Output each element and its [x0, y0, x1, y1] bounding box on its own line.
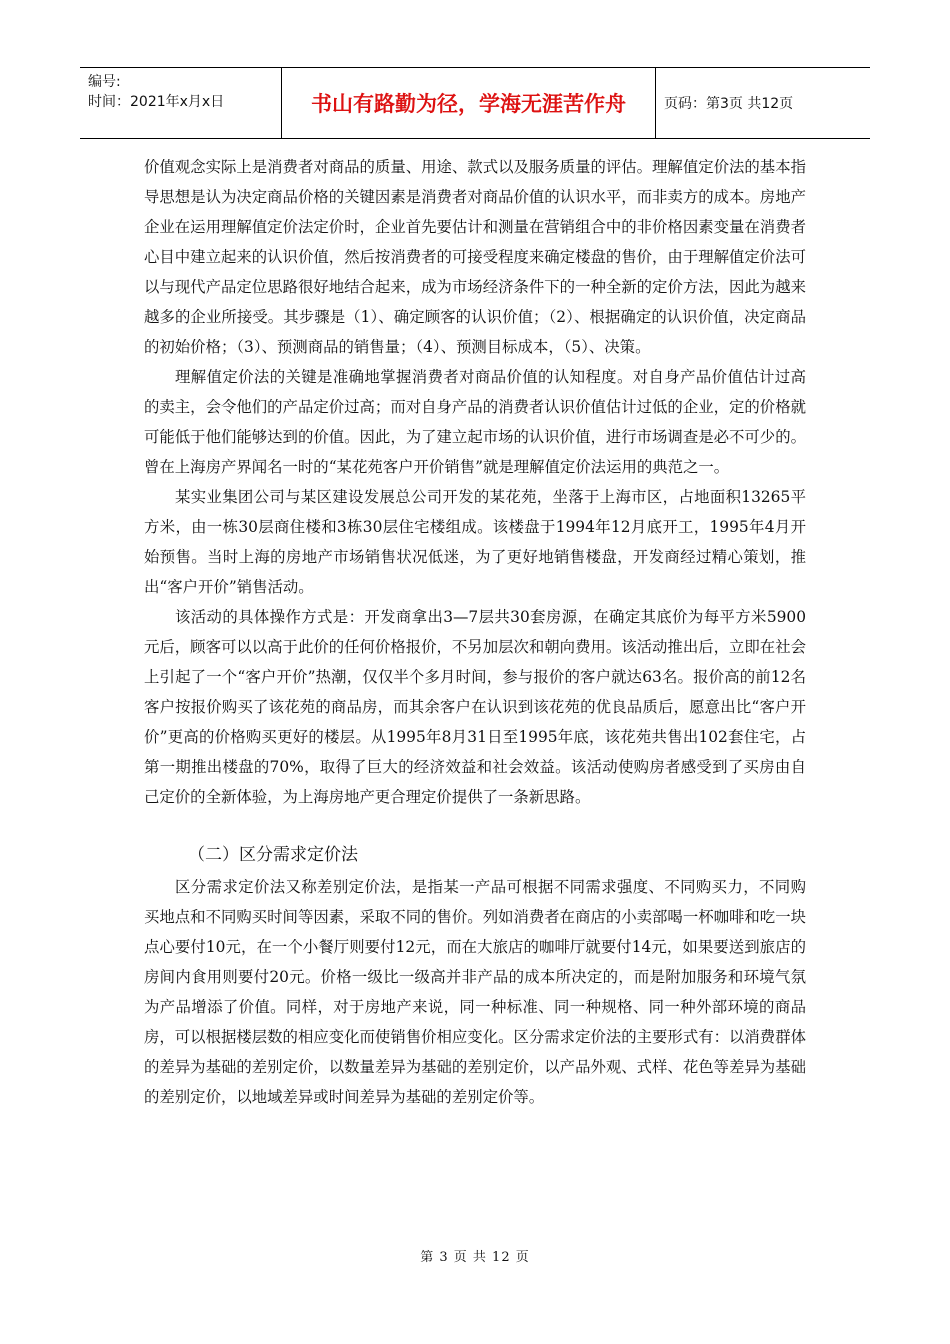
page-header — [80, 67, 870, 139]
header-info-cell — [80, 68, 282, 138]
paragraph-1: 价值观念实际上是消费者对商品的质量、用途、款式以及服务质量的评估。理解值定价法的基本指导思想是认为决定商品价格的关键因素是消费者对商品价值的认识水平，而非卖方的成本。房地产企业在运用理解值定价法定价时，企业首先要估计和测量在营销组合中的非价格因素变量在消费者心目中建立起来的认识价值，然后按消费者的可接受程度来确定楼盘的售价，由于理解值定价法可以与现代产品定位思路很好地结合起来，成为市场经济条件下的一种全新的定价方法，因此为越来越多的企业所接受。其步骤是（1）、确定顾客的认识价值；（2）、根据确定的认识价值，决定商品的初始价格；（3）、预测商品的销售量；（4）、预测目标成本，（5）、决策。 — [144, 158, 806, 356]
header-page-code: 页码：第3页 共12页 — [664, 96, 794, 112]
time-label: 时间：2021年x月x日 — [88, 94, 225, 110]
paragraph-2: 理解值定价法的关键是准确地掌握消费者对商品价值的认知程度。对自身产品价值估计过高的卖主，会令他们的产品定价过高；而对自身产品的消费者认识价值估计过低的企业，定的价格就可能低于他们能够达到的价值。因此，为了建立起市场的认识价值，进行市场调查是必不可少的。曾在上海房产界闻名一时的“某花苑客户开价销售”就是理解值定价法运用的典范之一。 — [144, 368, 806, 476]
header-motto: 书山有路勤为径，学海无涯苦作舟 — [282, 68, 656, 138]
page-footer: 第 3 页 共 12 页 — [420, 1250, 530, 1265]
number-label: 编号: — [88, 74, 121, 90]
paragraph-3: 某实业集团公司与某区建设发展总公司开发的某花苑，坐落于上海市区，占地面积13265平方米，由一栋30层商住楼和3栋30层住宅楼组成。该楼盘于1994年12月底开工，1995年4月开始预售。当时上海的房地产市场销售状况低迷，为了更好地销售楼盘，开发商经过精心策划，推出“客户开价”销售活动。 — [144, 488, 806, 596]
document-body — [144, 152, 806, 1112]
section-paragraph: 区分需求定价法又称差别定价法，是指某一产品可根据不同需求强度、不同购买力，不同购买地点和不同购买时间等因素，采取不同的售价。列如消费者在商店的小卖部喝一杯咖啡和吃一块点心要付10元，在一个小餐厅则要付12元，而在大旅店的咖啡厅就要付14元，如果要送到旅店的房间内食用则要付20元。价格一级比一级高并非产品的成本所决定的，而是附加服务和环境气氛为产品增添了价值。同样，对于房地产来说，同一种标准、同一种规格、同一种外部环境的商品房，可以根据楼层数的相应变化而使销售价相应变化。区分需求定价法的主要形式有：以消费群体的差异为基础的差别定价，以数量差异为基础的差别定价，以产品外观、式样、花色等差异为基础的差别定价，以地域差异或时间差异为基础的差别定价等。 — [144, 878, 806, 1106]
section-heading: （二）区分需求定价法 — [188, 845, 358, 865]
paragraph-4: 该活动的具体操作方式是：开发商拿出3—7层共30套房源，在确定其底价为每平方米5900元后，顾客可以以高于此价的任何价格报价，不另加层次和朝向费用。该活动推出后，立即在社会上引起了一个“客户开价”热潮，仅仅半个多月时间，参与报价的客户就达63名。报价高的前12名客户按报价购买了该花苑的商品房，而其余客户在认识到该花苑的优良品质后，愿意出比“客户开价”更高的价格购买更好的楼层。从1995年8月31日至1995年底，该花苑共售出102套住宅，占第一期推出楼盘的70%，取得了巨大的经济效益和社会效益。该活动使购房者感受到了买房由自己定价的全新体验，为上海房地产更合理定价提供了一条新思路。 — [144, 608, 806, 806]
